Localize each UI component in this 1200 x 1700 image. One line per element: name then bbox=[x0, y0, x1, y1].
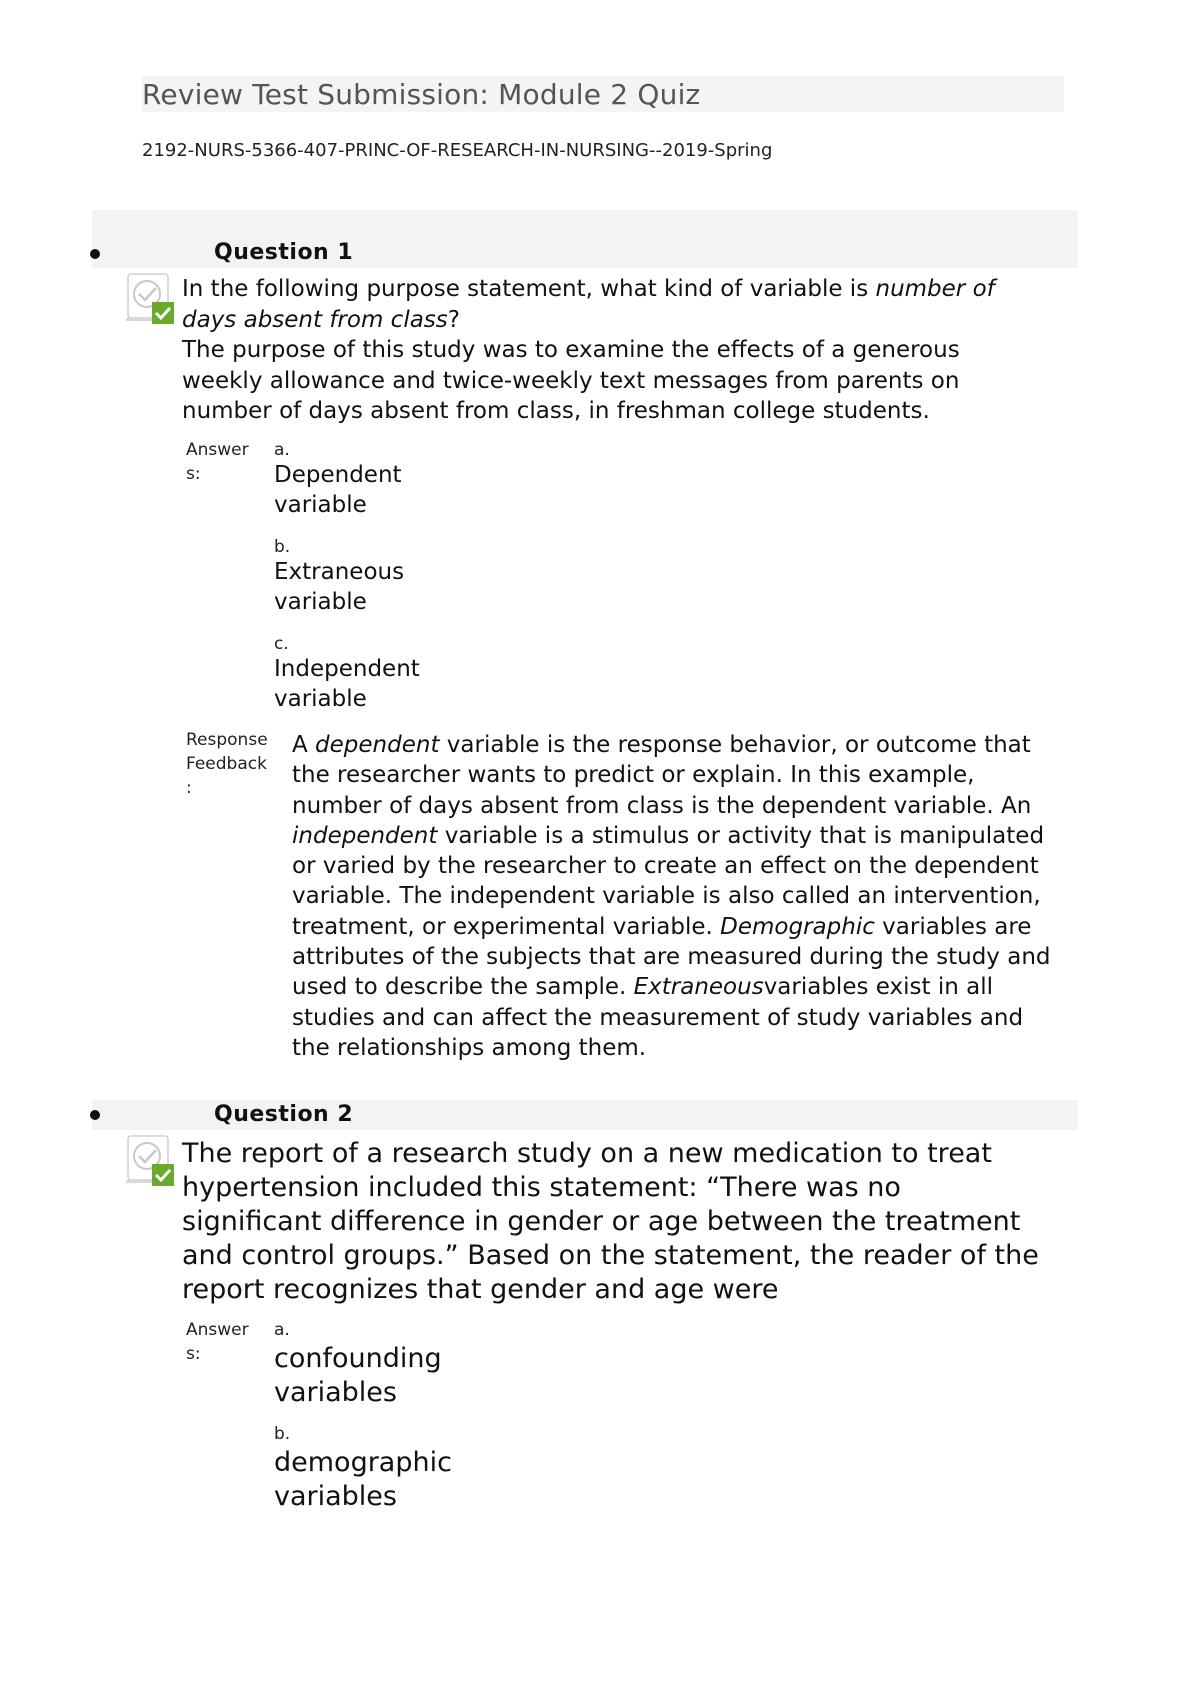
option-b-line1: Extraneous bbox=[274, 559, 405, 585]
page-title: Review Test Submission: Module 2 Quiz bbox=[142, 78, 701, 111]
answers-label-line1: Answer bbox=[186, 1320, 249, 1340]
option-a-line1: confounding bbox=[274, 1343, 442, 1374]
question-1-stem-suffix: ? bbox=[447, 306, 460, 333]
answers-label bbox=[186, 438, 249, 486]
feedback-label-line1: Response bbox=[186, 730, 268, 750]
feedback-text: variables exist in all studies and can affect the measurement of study variables and the relationships among them. bbox=[292, 974, 1024, 1061]
option-b-line1: demographic bbox=[274, 1447, 452, 1478]
option-b-line2: variables bbox=[274, 1481, 397, 1512]
option-c-line2: variable bbox=[274, 686, 367, 712]
question-2-stem: The report of a research study on a new medication to treat hypertension included this statement: “There was no significant difference in gender or age between the treatment and control groups.” Based on the statement, the reader of the report recognizes that gender and age were bbox=[182, 1138, 1039, 1305]
feedback-label-line2: Feedback bbox=[186, 754, 267, 774]
answers-label-line2: s: bbox=[186, 1344, 201, 1364]
option-b-letter: b. bbox=[274, 537, 291, 557]
question-1-stem-prefix: In the following purpose statement, what kind of variable is bbox=[182, 276, 876, 302]
option-c-line1: Independent bbox=[274, 656, 420, 682]
bullet-icon bbox=[90, 1110, 100, 1120]
option-a-line1: Dependent bbox=[274, 462, 402, 488]
feedback-text: variable is the response behavior, or outcome that the researcher wants to predict or explain. In this example, number of days absent from class is the dependent variable. An bbox=[292, 732, 1032, 819]
feedback-text: variable is a stimulus or activity that is manipulated or varied by the researcher to create an effect on the dependent variable. The independent variable is also called an intervention, treatment, or experimental variable. bbox=[292, 822, 1045, 940]
correct-check-icon bbox=[126, 272, 176, 324]
bullet-icon bbox=[90, 249, 100, 259]
option-a-line2: variable bbox=[274, 492, 367, 518]
question-1-stem-body: The purpose of this study was to examine the effects of a generous weekly allowance and twice-weekly text messages from parents on number of days absent from class, in freshman college students. bbox=[182, 337, 960, 424]
option-a-line2: variables bbox=[274, 1377, 397, 1408]
feedback-label-line3: : bbox=[186, 778, 192, 798]
question-2-label: Question 2 bbox=[214, 1102, 354, 1127]
answers-label bbox=[186, 1318, 249, 1366]
question-1-label: Question 1 bbox=[214, 240, 354, 265]
answers-label-line1: Answer bbox=[186, 440, 249, 460]
feedback-emphasis: independent bbox=[292, 822, 438, 849]
option-a-text bbox=[274, 1342, 534, 1410]
option-b-text bbox=[274, 557, 494, 617]
option-b-line2: variable bbox=[274, 589, 367, 615]
question-1-feedback bbox=[292, 730, 1052, 1063]
response-feedback-label bbox=[186, 728, 268, 800]
option-a-text bbox=[274, 460, 494, 520]
question-1-stem-emphasis: number of days absent from class bbox=[182, 276, 995, 333]
question-1-stem bbox=[182, 274, 1042, 427]
course-id: 2192-NURS-5366-407-PRINC-OF-RESEARCH-IN-NURSING--2019-Spring bbox=[142, 140, 773, 161]
feedback-text: variables are attributes of the subjects that are measured during the study and used to describe the sample. bbox=[292, 913, 1051, 1001]
answers-label-line2: s: bbox=[186, 464, 201, 484]
option-b-text bbox=[274, 1446, 534, 1514]
option-c-letter: c. bbox=[274, 634, 289, 654]
option-a-letter: a. bbox=[274, 440, 290, 460]
feedback-emphasis: Extraneous bbox=[633, 974, 764, 1001]
option-a-letter: a. bbox=[274, 1320, 290, 1340]
feedback-emphasis: dependent bbox=[315, 732, 440, 758]
option-c-text bbox=[274, 654, 494, 714]
feedback-emphasis: Demographic bbox=[720, 913, 875, 940]
correct-check-icon bbox=[126, 1134, 176, 1186]
feedback-text: A bbox=[292, 732, 316, 758]
option-b-letter: b. bbox=[274, 1424, 291, 1444]
